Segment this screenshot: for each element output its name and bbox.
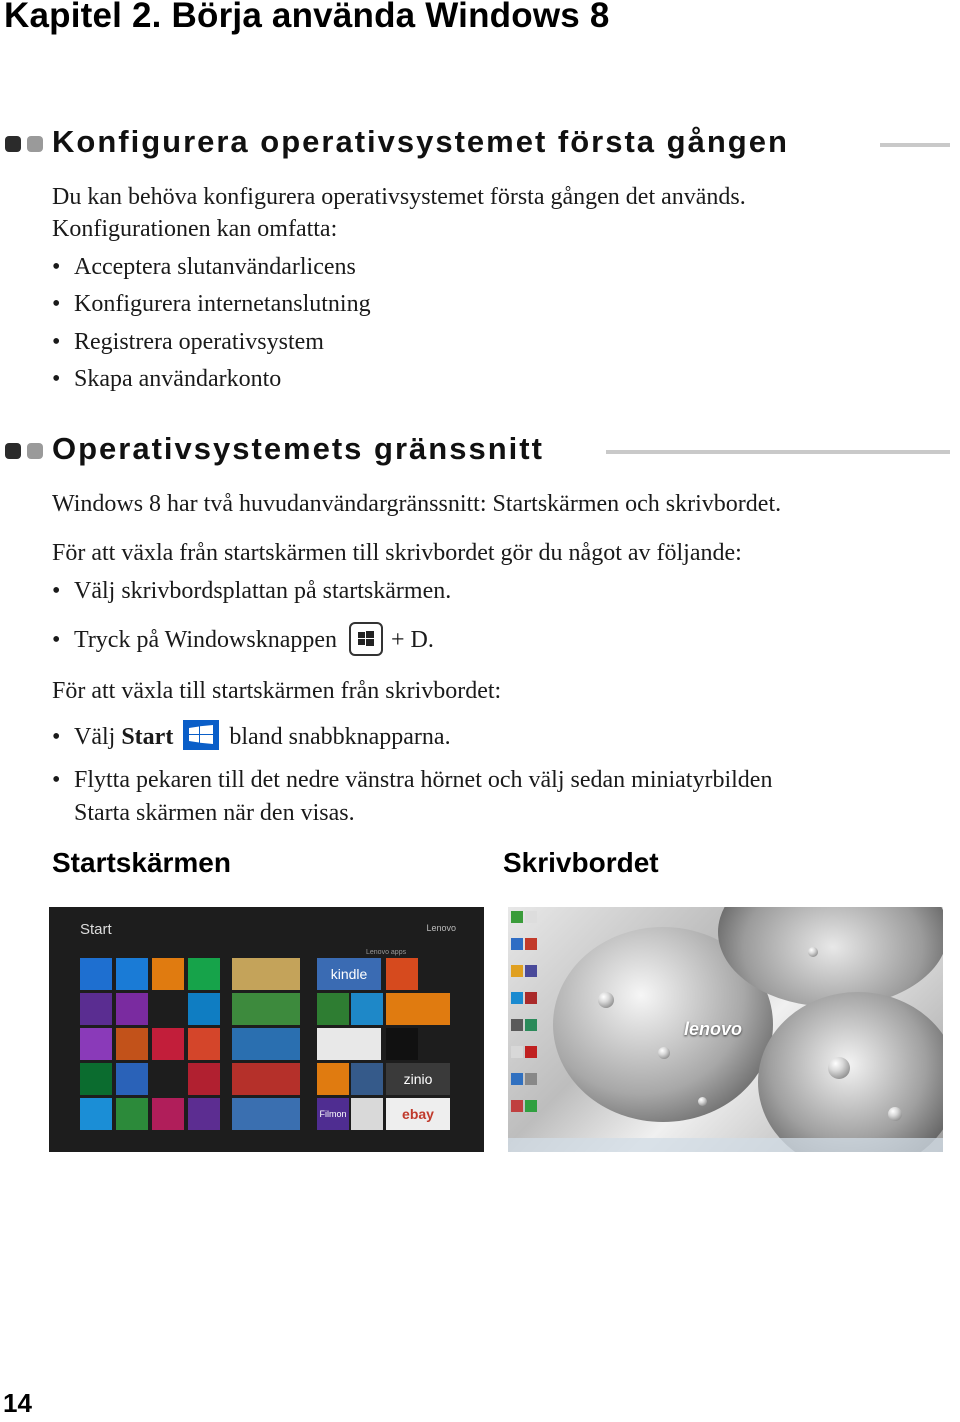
desktop-icons xyxy=(510,909,550,1119)
start-tile[interactable] xyxy=(152,1028,184,1060)
start-tile[interactable] xyxy=(152,958,184,990)
start-tile[interactable] xyxy=(152,1098,184,1130)
start-tile-wide[interactable] xyxy=(232,993,300,1025)
list-item-text: + D. xyxy=(391,627,434,653)
app-tile-label: kindle xyxy=(330,966,368,982)
start-tile[interactable] xyxy=(80,1028,112,1060)
start-tile[interactable] xyxy=(188,958,220,990)
caption-desktop: Skrivbordet xyxy=(503,847,659,878)
start-tile[interactable] xyxy=(188,1098,220,1130)
start-charm-icon xyxy=(183,720,219,750)
section-title: Konfigurera operativsystemet första gången xyxy=(52,124,789,159)
list-item-text: Registrera operativsystem xyxy=(74,329,324,355)
list-item-text: Flytta pekaren till det nedre vänstra hörnet och välj sedan miniatyrbilden xyxy=(74,767,773,793)
to-desktop-intro: För att växla från startskärmen till skrivbordet gör du något av följande: xyxy=(52,540,742,566)
app-tile[interactable] xyxy=(386,1028,418,1060)
section-heading-configure xyxy=(0,124,960,164)
list-item: • Skapa användarkonto xyxy=(52,366,282,392)
section-heading-interface xyxy=(0,431,960,471)
app-tile[interactable] xyxy=(317,958,381,990)
app-tile[interactable] xyxy=(386,993,450,1025)
startscreen-group-label: Lenovo apps xyxy=(366,949,407,956)
page-number: 14 xyxy=(3,1388,32,1418)
heading-rule xyxy=(880,143,950,147)
app-tile[interactable] xyxy=(317,993,349,1025)
start-bold-text: Start xyxy=(121,724,174,750)
list-item-continuation: Starta skärmen när den visas. xyxy=(74,800,355,826)
windows-key-icon xyxy=(349,622,383,656)
app-tile[interactable] xyxy=(386,1063,450,1095)
app-tile-label: zinio xyxy=(403,1071,433,1087)
chapter-title: Kapitel 2. Börja använda Windows 8 xyxy=(4,0,610,35)
section-title: Operativsystemets gränssnitt xyxy=(52,431,544,466)
start-tile[interactable] xyxy=(116,958,148,990)
list-item: • Acceptera slutanvändarlicens xyxy=(52,254,356,280)
app-tile[interactable] xyxy=(351,1063,383,1095)
to-start-intro: För att växla till startskärmen från skrivbordet: xyxy=(52,678,502,704)
water-drop xyxy=(598,992,614,1008)
taskbar xyxy=(508,1138,943,1152)
app-tile-label: ebay xyxy=(402,1106,434,1122)
water-drop xyxy=(698,1097,707,1106)
start-tile-wide[interactable] xyxy=(232,1098,300,1130)
interface-intro: Windows 8 har två huvudanvändargränssnitt: Startskärmen och skrivbordet. xyxy=(52,491,782,517)
water-drop xyxy=(808,947,818,957)
start-tile-wide[interactable] xyxy=(232,1063,300,1095)
lenovo-logo: lenovo xyxy=(684,1019,743,1039)
list-item: • Välj Start bland snabbknapparna. xyxy=(52,720,451,753)
list-item: • Tryck på Windowsknappen + D. xyxy=(52,622,434,656)
list-item-text: Konfigurera internetanslutning xyxy=(74,291,371,317)
list-item-text: Välj skrivbordsplattan på startskärmen. xyxy=(74,578,452,604)
startscreen-title: Start xyxy=(80,921,112,938)
app-tile[interactable] xyxy=(351,1098,383,1130)
water-drop xyxy=(658,1047,670,1059)
app-tile-label: Filmon xyxy=(319,1109,347,1119)
list-item-text: Välj xyxy=(74,724,116,750)
start-tile[interactable] xyxy=(188,993,220,1025)
start-tile[interactable] xyxy=(188,1028,220,1060)
intro-text: Konfigurationen kan omfatta: xyxy=(52,216,338,242)
list-item-text: bland snabbknapparna. xyxy=(229,724,451,750)
heading-bullets-icon xyxy=(5,136,49,152)
start-tile[interactable] xyxy=(116,1028,148,1060)
start-tile[interactable] xyxy=(188,1063,220,1095)
app-tile[interactable] xyxy=(351,993,383,1025)
list-item: • Flytta pekaren till det nedre vänstra hörnet och välj sedan miniatyrbilden xyxy=(52,767,773,793)
heading-bullets-icon xyxy=(5,443,49,459)
start-tile[interactable] xyxy=(116,1098,148,1130)
start-tile-wide[interactable] xyxy=(232,958,300,990)
water-drop xyxy=(828,1057,850,1079)
start-tile[interactable] xyxy=(80,1098,112,1130)
water-drop xyxy=(888,1107,902,1121)
list-item: • Välj skrivbordsplattan på startskärmen. xyxy=(52,578,452,604)
start-tile[interactable] xyxy=(116,993,148,1025)
list-item-text: Acceptera slutanvändarlicens xyxy=(74,254,356,280)
desktop-screenshot xyxy=(508,907,943,1152)
list-item-text: Skapa användarkonto xyxy=(74,366,282,392)
start-tile[interactable] xyxy=(80,1063,112,1095)
start-tile[interactable] xyxy=(80,993,112,1025)
caption-startscreen: Startskärmen xyxy=(52,847,231,878)
intro-text: Du kan behöva konfigurera operativsystemet första gången det används. xyxy=(52,184,746,210)
startscreen-user: Lenovo xyxy=(426,923,456,933)
list-item: • Registrera operativsystem xyxy=(52,329,324,355)
start-tile-wide[interactable] xyxy=(232,1028,300,1060)
app-tile[interactable] xyxy=(317,1028,381,1060)
start-tile[interactable] xyxy=(116,1063,148,1095)
app-tile[interactable] xyxy=(386,958,418,990)
start-tile[interactable] xyxy=(80,958,112,990)
list-item-text: Tryck på Windowsknappen xyxy=(74,627,338,653)
app-tile[interactable] xyxy=(317,1098,349,1130)
startscreen-screenshot xyxy=(49,907,484,1152)
list-item: • Konfigurera internetanslutning xyxy=(52,291,371,317)
app-tile[interactable] xyxy=(317,1063,349,1095)
heading-rule xyxy=(606,450,950,454)
stone-image xyxy=(758,992,943,1152)
app-tile[interactable] xyxy=(386,1098,450,1130)
